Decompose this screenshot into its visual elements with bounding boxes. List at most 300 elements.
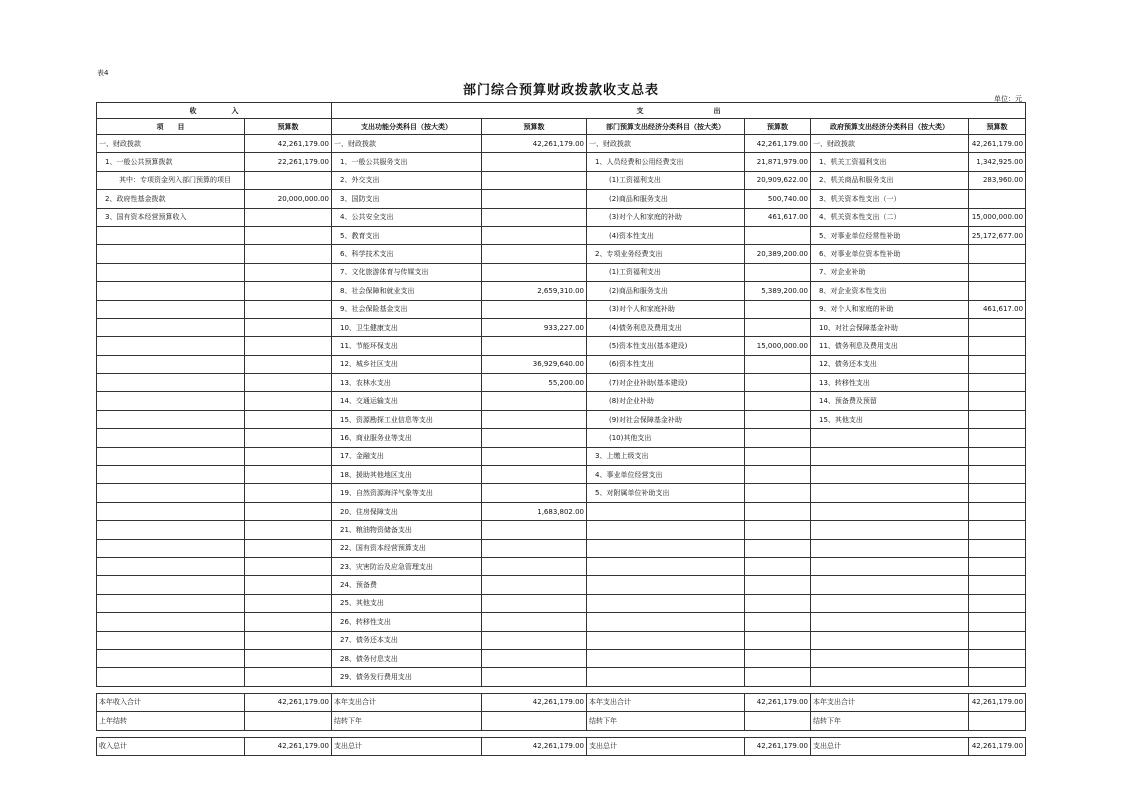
amount-cell [245,318,332,336]
label-cell: 2、外交支出 [332,171,482,189]
amount-cell: 461,617.00 [969,300,1026,318]
label-cell [97,226,245,244]
amount-cell: 42,261,179.00 [482,693,587,711]
amount-cell [969,576,1026,594]
label-cell: (6)资本性支出 [587,355,745,373]
amount-cell [969,263,1026,281]
amount-cell [482,171,587,189]
label-cell [811,631,969,649]
table-row [97,613,1026,631]
amount-cell [745,466,811,484]
label-cell [97,484,245,502]
amount-cell [969,557,1026,575]
amount-cell [482,190,587,208]
amount-cell [245,245,332,263]
table-row [97,135,1026,153]
amount-cell [969,649,1026,667]
label-cell: 19、自然资源海洋气象等支出 [332,484,482,502]
amount-cell [245,466,332,484]
label-cell [97,318,245,336]
label-cell: 8、对企业资本性支出 [811,282,969,300]
amount-cell [745,521,811,539]
label-cell [587,576,745,594]
label-cell [97,668,245,686]
amount-cell [245,576,332,594]
amount-cell: 42,261,179.00 [245,135,332,153]
label-cell: 一、财政拨款 [97,135,245,153]
label-cell: 4、机关资本性支出（二） [811,208,969,226]
amount-cell [745,631,811,649]
label-cell [97,557,245,575]
label-cell [811,484,969,502]
amount-cell [245,300,332,318]
amount-cell [245,282,332,300]
label-cell [97,539,245,557]
label-cell: 1、一般公共预算拨款 [97,153,245,171]
table-row [97,153,1026,171]
table-row [97,576,1026,594]
amount-cell [482,466,587,484]
amount-cell [482,226,587,244]
amount-cell [745,557,811,575]
amount-cell [745,539,811,557]
label-cell: (7)对企业补助(基本建设) [587,374,745,392]
label-cell: 11、节能环保支出 [332,337,482,355]
label-cell [97,613,245,631]
table-row [97,171,1026,189]
label-cell: 上年结转 [97,712,245,730]
label-cell: (4)债务利息及费用支出 [587,318,745,336]
page-title: 部门综合预算财政拨款收支总表 [462,83,659,98]
amount-cell [745,263,811,281]
amount-cell [969,374,1026,392]
table-row [97,539,1026,557]
table-row [97,300,1026,318]
amount-cell [482,576,587,594]
amount-cell [245,429,332,447]
amount-cell [245,374,332,392]
amount-cell [482,153,587,171]
label-cell: 一、财政拨款 [332,135,482,153]
label-cell: 15、资源勘探工业信息等支出 [332,410,482,428]
amount-cell [482,447,587,465]
label-cell: 2、专项业务经费支出 [587,245,745,263]
amount-cell [245,410,332,428]
label-cell: 16、商业服务业等支出 [332,429,482,447]
label-cell: 3、机关资本性支出（一） [811,190,969,208]
label-cell: 本年支出合计 [587,693,745,711]
table-row [97,392,1026,410]
column-header-row [97,119,1026,135]
label-cell: (3)对个人和家庭补助 [587,300,745,318]
label-cell [811,594,969,612]
amount-cell [245,521,332,539]
label-cell [811,576,969,594]
amount-cell [969,484,1026,502]
table-row [97,410,1026,428]
amount-cell [745,355,811,373]
col-func-cat-header: 支出功能分类科目（按大类） [332,119,482,135]
amount-cell: 1,683,802.00 [482,502,587,520]
label-cell: 20、住房保障支出 [332,502,482,520]
label-cell: 18、援助其他地区支出 [332,466,482,484]
label-cell [587,521,745,539]
table-row [97,355,1026,373]
label-cell: 支出总计 [811,737,969,755]
table-number-label: 表4 [97,69,109,77]
table-row [97,594,1026,612]
label-cell [587,613,745,631]
amount-cell [969,282,1026,300]
label-cell: 5、对附属单位补助支出 [587,484,745,502]
year-total-row [97,693,1026,711]
amount-cell [969,502,1026,520]
label-cell: 14、预备费及预留 [811,392,969,410]
amount-cell [969,429,1026,447]
label-cell: 14、交通运输支出 [332,392,482,410]
amount-cell: 15,000,000.00 [745,337,811,355]
amount-cell: 1,342,925.00 [969,153,1026,171]
label-cell: 本年支出合计 [811,693,969,711]
label-cell: 2、政府性基金拨款 [97,190,245,208]
amount-cell [482,521,587,539]
amount-cell: 500,740.00 [745,190,811,208]
label-cell: 本年支出合计 [332,693,482,711]
label-cell: 28、债务付息支出 [332,649,482,667]
label-cell: (1)工资福利支出 [587,263,745,281]
spacer-row [97,686,1026,693]
label-cell [811,649,969,667]
amount-cell [745,374,811,392]
amount-cell [482,631,587,649]
amount-cell [482,668,587,686]
amount-cell: 42,261,179.00 [745,135,811,153]
label-cell: (2)商品和服务支出 [587,190,745,208]
label-cell: 22、国有资本经营预算支出 [332,539,482,557]
expense-header: 支 出 [332,103,1026,119]
amount-cell [245,712,332,730]
amount-cell: 42,261,179.00 [482,737,587,755]
table-row [97,245,1026,263]
label-cell: 3、国防支出 [332,190,482,208]
label-cell: 27、债务还本支出 [332,631,482,649]
label-cell: 26、转移性支出 [332,613,482,631]
label-cell [811,521,969,539]
amount-cell [745,668,811,686]
amount-cell [969,447,1026,465]
label-cell: 23、灾害防治及应急管理支出 [332,557,482,575]
table-row [97,557,1026,575]
amount-cell: 2,659,310.00 [482,282,587,300]
amount-cell [969,318,1026,336]
col-dept-econ-header: 部门预算支出经济分类科目（按大类） [587,119,745,135]
amount-cell [745,649,811,667]
amount-cell [245,447,332,465]
label-cell [97,521,245,539]
amount-cell [969,466,1026,484]
amount-cell [969,190,1026,208]
label-cell [97,337,245,355]
amount-cell [745,576,811,594]
label-cell [587,539,745,557]
table-row [97,226,1026,244]
col-budget-header: 预算数 [745,119,811,135]
table-row [97,466,1026,484]
amount-cell [482,712,587,730]
label-cell: 1、一般公共服务支出 [332,153,482,171]
label-cell: (1)工资福利支出 [587,171,745,189]
amount-cell [745,484,811,502]
label-cell [587,502,745,520]
label-cell: 13、转移性支出 [811,374,969,392]
unit-label: 单位：元 [994,95,1022,103]
label-cell [811,466,969,484]
label-cell: 支出总计 [587,737,745,755]
section-header-row [97,103,1026,119]
amount-cell [745,392,811,410]
label-cell: 9、对个人和家庭的补助 [811,300,969,318]
amount-cell [745,594,811,612]
label-cell: 5、对事业单位经常性补助 [811,226,969,244]
label-cell: 结转下年 [811,712,969,730]
amount-cell [969,245,1026,263]
amount-cell [969,521,1026,539]
amount-cell [482,429,587,447]
amount-cell [969,613,1026,631]
amount-cell: 42,261,179.00 [482,135,587,153]
amount-cell [245,208,332,226]
amount-cell [245,171,332,189]
label-cell: 7、文化旅游体育与传媒支出 [332,263,482,281]
amount-cell [245,263,332,281]
table-row [97,374,1026,392]
amount-cell [969,594,1026,612]
amount-cell [482,613,587,631]
amount-cell [245,355,332,373]
amount-cell: 933,227.00 [482,318,587,336]
amount-cell [245,502,332,520]
label-cell [811,502,969,520]
label-cell: 支出总计 [332,737,482,755]
amount-cell [969,410,1026,428]
table-row [97,318,1026,336]
label-cell: 其中：专项资金列入部门预算的项目 [97,171,245,189]
table-row [97,208,1026,226]
amount-cell [245,392,332,410]
label-cell: 7、对企业补助 [811,263,969,281]
amount-cell [482,649,587,667]
table-row [97,631,1026,649]
amount-cell [482,539,587,557]
amount-cell [482,263,587,281]
amount-cell: 22,261,179.00 [245,153,332,171]
amount-cell: 20,389,200.00 [745,245,811,263]
label-cell [97,429,245,447]
label-cell [811,539,969,557]
label-cell: 一、财政拨款 [811,135,969,153]
label-cell: 4、公共安全支出 [332,208,482,226]
label-cell: 5、教育支出 [332,226,482,244]
label-cell [97,502,245,520]
amount-cell [745,226,811,244]
label-cell: 8、社会保障和就业支出 [332,282,482,300]
amount-cell [482,410,587,428]
label-cell [587,649,745,667]
label-cell [811,668,969,686]
label-cell: 24、预备费 [332,576,482,594]
amount-cell [245,613,332,631]
spacer-row [97,730,1026,737]
table-row [97,190,1026,208]
amount-cell [245,557,332,575]
table-row [97,521,1026,539]
amount-cell [245,539,332,557]
table-row [97,337,1026,355]
spacer-cell [97,730,1026,737]
table-row [97,282,1026,300]
amount-cell [245,337,332,355]
amount-cell [745,447,811,465]
amount-cell [482,337,587,355]
amount-cell [745,502,811,520]
col-budget-header: 预算数 [969,119,1026,135]
label-cell: 17、金融支出 [332,447,482,465]
label-cell: 6、对事业单位资本性补助 [811,245,969,263]
label-cell: (3)对个人和家庭的补助 [587,208,745,226]
amount-cell [745,613,811,631]
amount-cell [245,226,332,244]
label-cell [97,282,245,300]
amount-cell [745,300,811,318]
label-cell: 12、城乡社区支出 [332,355,482,373]
col-budget-header: 预算数 [245,119,332,135]
table-row [97,263,1026,281]
amount-cell: 42,261,179.00 [969,693,1026,711]
amount-cell [482,208,587,226]
label-cell [97,355,245,373]
amount-cell: 42,261,179.00 [745,693,811,711]
table-row [97,447,1026,465]
amount-cell [482,245,587,263]
amount-cell: 21,871,979.00 [745,153,811,171]
amount-cell [969,392,1026,410]
label-cell: 9、社会保险基金支出 [332,300,482,318]
label-cell [97,374,245,392]
label-cell [811,447,969,465]
amount-cell [745,429,811,447]
label-cell: 13、农林水支出 [332,374,482,392]
amount-cell [745,410,811,428]
label-cell [97,263,245,281]
amount-cell [969,355,1026,373]
label-cell [587,668,745,686]
label-cell [97,245,245,263]
amount-cell [482,392,587,410]
amount-cell [969,337,1026,355]
label-cell: 25、其他支出 [332,594,482,612]
label-cell [97,631,245,649]
amount-cell [245,649,332,667]
amount-cell [969,631,1026,649]
amount-cell: 5,389,200.00 [745,282,811,300]
amount-cell [969,539,1026,557]
amount-cell [245,631,332,649]
col-item-header: 项 目 [97,119,245,135]
amount-cell: 42,261,179.00 [969,135,1026,153]
amount-cell [745,712,811,730]
label-cell: 3、上缴上级支出 [587,447,745,465]
income-header: 收 入 [97,103,332,119]
col-budget-header: 预算数 [482,119,587,135]
label-cell: (10)其他支出 [587,429,745,447]
label-cell: 2、机关商品和服务支出 [811,171,969,189]
table-row [97,502,1026,520]
label-cell [97,392,245,410]
label-cell: (2)商品和服务支出 [587,282,745,300]
amount-cell: 42,261,179.00 [745,737,811,755]
label-cell [587,631,745,649]
label-cell [811,557,969,575]
label-cell: 结转下年 [587,712,745,730]
label-cell: 3、国有资本经营预算收入 [97,208,245,226]
label-cell: 12、债务还本支出 [811,355,969,373]
label-cell: 结转下年 [332,712,482,730]
label-cell: 11、债务利息及费用支出 [811,337,969,355]
carry-over-row [97,712,1026,730]
label-cell: 29、债务发行费用支出 [332,668,482,686]
amount-cell [482,484,587,502]
label-cell: 1、机关工资福利支出 [811,153,969,171]
table-row [97,649,1026,667]
amount-cell: 461,617.00 [745,208,811,226]
amount-cell: 42,261,179.00 [245,693,332,711]
amount-cell: 20,000,000.00 [245,190,332,208]
label-cell [811,613,969,631]
label-cell: (5)资本性支出(基本建设) [587,337,745,355]
amount-cell: 283,960.00 [969,171,1026,189]
label-cell [97,576,245,594]
label-cell [97,447,245,465]
amount-cell [482,300,587,318]
grand-total-row [97,737,1026,755]
label-cell [97,649,245,667]
label-cell: 一、财政拨款 [587,135,745,153]
amount-cell: 36,929,640.00 [482,355,587,373]
label-cell: 10、对社会保障基金补助 [811,318,969,336]
budget-table [96,102,1026,756]
amount-cell: 15,000,000.00 [969,208,1026,226]
amount-cell: 20,909,622.00 [745,171,811,189]
amount-cell: 42,261,179.00 [245,737,332,755]
label-cell [97,466,245,484]
amount-cell [245,668,332,686]
label-cell: 15、其他支出 [811,410,969,428]
amount-cell: 42,261,179.00 [969,737,1026,755]
amount-cell: 55,200.00 [482,374,587,392]
label-cell [587,557,745,575]
amount-cell: 25,172,677.00 [969,226,1026,244]
col-gov-econ-header: 政府预算支出经济分类科目（按大类） [811,119,969,135]
label-cell: 10、卫生健康支出 [332,318,482,336]
amount-cell [482,594,587,612]
amount-cell [482,557,587,575]
label-cell: 收入总计 [97,737,245,755]
amount-cell [245,484,332,502]
amount-cell [969,668,1026,686]
label-cell [811,429,969,447]
label-cell: 6、科学技术支出 [332,245,482,263]
label-cell: (4)资本性支出 [587,226,745,244]
